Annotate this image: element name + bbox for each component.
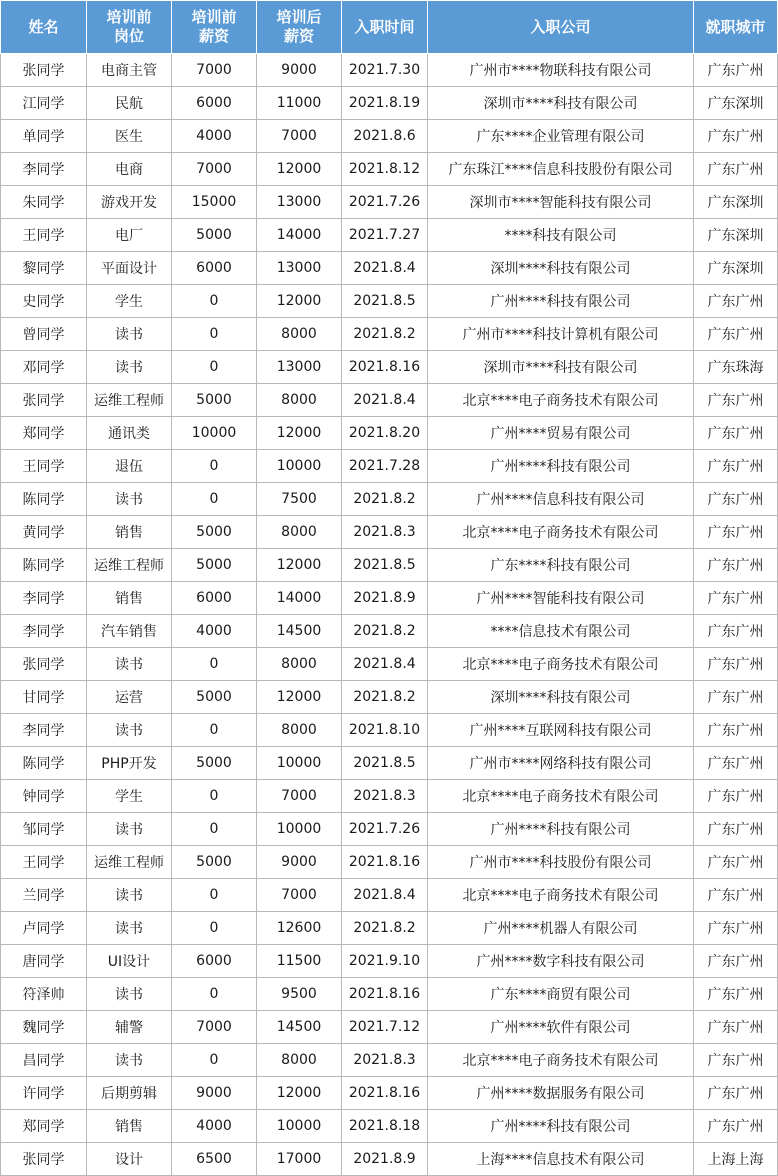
cell-salary-after: 8000 — [257, 516, 342, 549]
cell-salary-before: 5000 — [172, 384, 257, 417]
cell-position: 设计 — [87, 1143, 172, 1176]
cell-start-date: 2021.8.6 — [342, 120, 428, 153]
table-row — [1, 945, 778, 978]
header-position-line2: 岗位 — [113, 27, 144, 45]
cell-start-date: 2021.8.4 — [342, 879, 428, 912]
cell-company: 广州****智能科技有限公司 — [428, 582, 694, 615]
cell-start-date: 2021.8.12 — [342, 153, 428, 186]
cell-position: 读书 — [87, 879, 172, 912]
cell-salary-after: 10000 — [257, 1110, 342, 1143]
cell-position: 运营 — [87, 681, 172, 714]
cell-city: 广东广州 — [694, 153, 778, 186]
cell-name: 张同学 — [1, 54, 87, 87]
cell-salary-before: 4000 — [172, 120, 257, 153]
cell-position: 读书 — [87, 714, 172, 747]
header-city: 就职城市 — [694, 1, 778, 54]
header-salary-after-line2: 薪资 — [283, 27, 314, 45]
cell-position: 辅警 — [87, 1011, 172, 1044]
cell-salary-after: 7500 — [257, 483, 342, 516]
cell-city: 广东广州 — [694, 318, 778, 351]
cell-salary-before: 0 — [172, 318, 257, 351]
header-position-line1: 培训前 — [106, 8, 152, 26]
table-row — [1, 1011, 778, 1044]
cell-position: 电商主管 — [87, 54, 172, 87]
cell-start-date: 2021.8.4 — [342, 384, 428, 417]
cell-city: 广东广州 — [694, 1011, 778, 1044]
cell-salary-after: 14000 — [257, 219, 342, 252]
cell-start-date: 2021.8.4 — [342, 252, 428, 285]
cell-salary-after: 8000 — [257, 1044, 342, 1077]
cell-start-date: 2021.8.3 — [342, 516, 428, 549]
cell-salary-after: 8000 — [257, 714, 342, 747]
header-salary-after — [257, 1, 342, 54]
cell-start-date: 2021.8.10 — [342, 714, 428, 747]
header-salary-before — [172, 1, 257, 54]
cell-position: 读书 — [87, 648, 172, 681]
table-row — [1, 912, 778, 945]
cell-company: 深圳市****智能科技有限公司 — [428, 186, 694, 219]
cell-name: 李同学 — [1, 714, 87, 747]
header-start-date: 入职时间 — [342, 1, 428, 54]
cell-city: 广东广州 — [694, 846, 778, 879]
cell-name: 王同学 — [1, 846, 87, 879]
cell-position: 电商 — [87, 153, 172, 186]
cell-name: 钟同学 — [1, 780, 87, 813]
cell-salary-after: 14500 — [257, 1011, 342, 1044]
table-row — [1, 1143, 778, 1176]
cell-company: 上海****信息技术有限公司 — [428, 1143, 694, 1176]
cell-company: 北京****电子商务技术有限公司 — [428, 648, 694, 681]
cell-position: UI设计 — [87, 945, 172, 978]
cell-position: 读书 — [87, 318, 172, 351]
cell-company: 北京****电子商务技术有限公司 — [428, 384, 694, 417]
cell-salary-before: 0 — [172, 483, 257, 516]
cell-salary-before: 0 — [172, 285, 257, 318]
cell-position: 民航 — [87, 87, 172, 120]
cell-salary-after: 12000 — [257, 681, 342, 714]
cell-start-date: 2021.8.16 — [342, 1077, 428, 1110]
table-row — [1, 120, 778, 153]
cell-salary-after: 12000 — [257, 1077, 342, 1110]
cell-city: 广东深圳 — [694, 252, 778, 285]
cell-position: 读书 — [87, 483, 172, 516]
cell-salary-before: 4000 — [172, 1110, 257, 1143]
cell-start-date: 2021.8.3 — [342, 1044, 428, 1077]
cell-start-date: 2021.8.9 — [342, 1143, 428, 1176]
cell-position: 销售 — [87, 582, 172, 615]
cell-salary-before: 6000 — [172, 582, 257, 615]
cell-company: 广州****信息科技有限公司 — [428, 483, 694, 516]
cell-salary-before: 0 — [172, 912, 257, 945]
cell-position: 后期剪辑 — [87, 1077, 172, 1110]
header-row — [1, 1, 778, 54]
cell-name: 符泽帅 — [1, 978, 87, 1011]
cell-salary-before: 5000 — [172, 516, 257, 549]
table-row — [1, 219, 778, 252]
cell-position: 游戏开发 — [87, 186, 172, 219]
cell-position: PHP开发 — [87, 747, 172, 780]
cell-salary-after: 8000 — [257, 384, 342, 417]
cell-start-date: 2021.8.2 — [342, 681, 428, 714]
cell-name: 朱同学 — [1, 186, 87, 219]
cell-city: 广东广州 — [694, 1077, 778, 1110]
cell-salary-before: 6000 — [172, 945, 257, 978]
cell-salary-before: 0 — [172, 450, 257, 483]
cell-position: 读书 — [87, 351, 172, 384]
cell-name: 唐同学 — [1, 945, 87, 978]
header-salary-after-line1: 培训后 — [276, 8, 322, 26]
table-body — [1, 54, 778, 1176]
cell-company: 深圳市****科技有限公司 — [428, 87, 694, 120]
cell-position: 汽车销售 — [87, 615, 172, 648]
cell-salary-before: 6000 — [172, 252, 257, 285]
cell-city: 广东广州 — [694, 615, 778, 648]
table-row — [1, 285, 778, 318]
cell-start-date: 2021.7.26 — [342, 813, 428, 846]
cell-position: 医生 — [87, 120, 172, 153]
table-row — [1, 846, 778, 879]
cell-start-date: 2021.8.20 — [342, 417, 428, 450]
cell-name: 郑同学 — [1, 1110, 87, 1143]
cell-start-date: 2021.7.27 — [342, 219, 428, 252]
cell-city: 广东广州 — [694, 120, 778, 153]
cell-city: 广东广州 — [694, 714, 778, 747]
cell-position: 销售 — [87, 1110, 172, 1143]
cell-position: 运维工程师 — [87, 384, 172, 417]
cell-company: 广州****互联网科技有限公司 — [428, 714, 694, 747]
table-row — [1, 648, 778, 681]
cell-salary-before: 15000 — [172, 186, 257, 219]
cell-name: 李同学 — [1, 153, 87, 186]
cell-city: 广东广州 — [694, 54, 778, 87]
cell-salary-before: 6500 — [172, 1143, 257, 1176]
cell-start-date: 2021.8.2 — [342, 912, 428, 945]
cell-name: 史同学 — [1, 285, 87, 318]
cell-salary-before: 0 — [172, 780, 257, 813]
cell-city: 广东广州 — [694, 747, 778, 780]
cell-start-date: 2021.7.30 — [342, 54, 428, 87]
cell-start-date: 2021.8.5 — [342, 747, 428, 780]
cell-city: 广东广州 — [694, 483, 778, 516]
cell-position: 读书 — [87, 978, 172, 1011]
cell-company: ****信息技术有限公司 — [428, 615, 694, 648]
cell-position: 通讯类 — [87, 417, 172, 450]
cell-salary-before: 10000 — [172, 417, 257, 450]
cell-start-date: 2021.8.19 — [342, 87, 428, 120]
cell-name: 邓同学 — [1, 351, 87, 384]
cell-salary-after: 13000 — [257, 351, 342, 384]
cell-start-date: 2021.7.28 — [342, 450, 428, 483]
cell-salary-before: 7000 — [172, 54, 257, 87]
table-row — [1, 483, 778, 516]
cell-name: 王同学 — [1, 450, 87, 483]
cell-name: 张同学 — [1, 384, 87, 417]
cell-salary-before: 5000 — [172, 681, 257, 714]
cell-salary-after: 12000 — [257, 153, 342, 186]
cell-salary-after: 10000 — [257, 813, 342, 846]
cell-company: 深圳****科技有限公司 — [428, 252, 694, 285]
cell-position: 运维工程师 — [87, 549, 172, 582]
table-row — [1, 516, 778, 549]
cell-position: 学生 — [87, 780, 172, 813]
table-header — [1, 1, 778, 54]
cell-salary-after: 9500 — [257, 978, 342, 1011]
cell-company: 广东****企业管理有限公司 — [428, 120, 694, 153]
cell-start-date: 2021.8.16 — [342, 846, 428, 879]
cell-start-date: 2021.7.12 — [342, 1011, 428, 1044]
cell-name: 李同学 — [1, 615, 87, 648]
cell-salary-after: 7000 — [257, 879, 342, 912]
cell-city: 广东广州 — [694, 417, 778, 450]
cell-position: 电厂 — [87, 219, 172, 252]
cell-name: 黎同学 — [1, 252, 87, 285]
cell-city: 广东广州 — [694, 648, 778, 681]
cell-salary-after: 9000 — [257, 846, 342, 879]
cell-company: 北京****电子商务技术有限公司 — [428, 879, 694, 912]
cell-salary-before: 7000 — [172, 1011, 257, 1044]
cell-company: 广东****商贸有限公司 — [428, 978, 694, 1011]
cell-name: 卢同学 — [1, 912, 87, 945]
cell-name: 黄同学 — [1, 516, 87, 549]
cell-city: 广东广州 — [694, 1044, 778, 1077]
cell-salary-after: 7000 — [257, 780, 342, 813]
table-row — [1, 417, 778, 450]
header-name: 姓名 — [1, 1, 87, 54]
table-row — [1, 978, 778, 1011]
cell-salary-before: 4000 — [172, 615, 257, 648]
cell-position: 读书 — [87, 1044, 172, 1077]
cell-salary-after: 13000 — [257, 252, 342, 285]
table-row — [1, 153, 778, 186]
cell-salary-after: 11000 — [257, 87, 342, 120]
cell-salary-after: 8000 — [257, 318, 342, 351]
table-row — [1, 813, 778, 846]
cell-city: 广东广州 — [694, 285, 778, 318]
cell-salary-after: 17000 — [257, 1143, 342, 1176]
cell-city: 广东广州 — [694, 450, 778, 483]
table-row — [1, 384, 778, 417]
cell-company: 广州****数据服务有限公司 — [428, 1077, 694, 1110]
cell-start-date: 2021.8.2 — [342, 318, 428, 351]
cell-start-date: 2021.8.3 — [342, 780, 428, 813]
cell-start-date: 2021.8.2 — [342, 615, 428, 648]
cell-salary-after: 12000 — [257, 417, 342, 450]
cell-position: 读书 — [87, 912, 172, 945]
cell-city: 广东广州 — [694, 813, 778, 846]
cell-company: 广州市****网络科技有限公司 — [428, 747, 694, 780]
cell-salary-before: 0 — [172, 978, 257, 1011]
cell-start-date: 2021.8.16 — [342, 351, 428, 384]
table-row — [1, 1044, 778, 1077]
cell-company: ****科技有限公司 — [428, 219, 694, 252]
cell-company: 广州****数字科技有限公司 — [428, 945, 694, 978]
header-company: 入职公司 — [428, 1, 694, 54]
table-row — [1, 549, 778, 582]
cell-start-date: 2021.7.26 — [342, 186, 428, 219]
cell-salary-before: 5000 — [172, 549, 257, 582]
cell-city: 广东广州 — [694, 912, 778, 945]
cell-name: 昌同学 — [1, 1044, 87, 1077]
cell-salary-after: 14500 — [257, 615, 342, 648]
cell-company: 广东珠江****信息科技股份有限公司 — [428, 153, 694, 186]
header-salary-before-line2: 薪资 — [198, 27, 229, 45]
cell-company: 广州****科技有限公司 — [428, 1110, 694, 1143]
cell-position: 平面设计 — [87, 252, 172, 285]
cell-city: 广东广州 — [694, 681, 778, 714]
cell-salary-before: 0 — [172, 714, 257, 747]
cell-city: 广东广州 — [694, 582, 778, 615]
cell-salary-after: 12000 — [257, 549, 342, 582]
cell-salary-before: 7000 — [172, 153, 257, 186]
cell-company: 北京****电子商务技术有限公司 — [428, 780, 694, 813]
cell-city: 广东广州 — [694, 780, 778, 813]
cell-salary-after: 12000 — [257, 285, 342, 318]
cell-salary-before: 0 — [172, 879, 257, 912]
cell-city: 广东珠海 — [694, 351, 778, 384]
cell-position: 读书 — [87, 813, 172, 846]
cell-company: 广州****贸易有限公司 — [428, 417, 694, 450]
cell-salary-before: 9000 — [172, 1077, 257, 1110]
cell-start-date: 2021.8.4 — [342, 648, 428, 681]
cell-city: 广东广州 — [694, 549, 778, 582]
table-row — [1, 780, 778, 813]
cell-city: 广东广州 — [694, 978, 778, 1011]
cell-position: 销售 — [87, 516, 172, 549]
cell-company: 广州市****科技股份有限公司 — [428, 846, 694, 879]
cell-city: 广东广州 — [694, 516, 778, 549]
cell-name: 魏同学 — [1, 1011, 87, 1044]
cell-salary-before: 5000 — [172, 747, 257, 780]
cell-salary-after: 8000 — [257, 648, 342, 681]
table-row — [1, 747, 778, 780]
cell-salary-before: 0 — [172, 1044, 257, 1077]
cell-city: 广东深圳 — [694, 87, 778, 120]
cell-salary-after: 7000 — [257, 120, 342, 153]
cell-city: 广东深圳 — [694, 219, 778, 252]
table-row — [1, 714, 778, 747]
cell-company: 广州****机器人有限公司 — [428, 912, 694, 945]
cell-salary-after: 14000 — [257, 582, 342, 615]
cell-name: 单同学 — [1, 120, 87, 153]
table-row — [1, 351, 778, 384]
cell-position: 学生 — [87, 285, 172, 318]
cell-salary-after: 10000 — [257, 747, 342, 780]
cell-position: 运维工程师 — [87, 846, 172, 879]
cell-name: 郑同学 — [1, 417, 87, 450]
cell-company: 广州****科技有限公司 — [428, 813, 694, 846]
cell-name: 邹同学 — [1, 813, 87, 846]
table-row — [1, 252, 778, 285]
table-row — [1, 450, 778, 483]
cell-salary-after: 9000 — [257, 54, 342, 87]
cell-start-date: 2021.8.2 — [342, 483, 428, 516]
cell-start-date: 2021.8.5 — [342, 285, 428, 318]
cell-name: 张同学 — [1, 648, 87, 681]
cell-salary-after: 13000 — [257, 186, 342, 219]
table-row — [1, 87, 778, 120]
cell-company: 深圳市****科技有限公司 — [428, 351, 694, 384]
cell-start-date: 2021.8.16 — [342, 978, 428, 1011]
cell-name: 陈同学 — [1, 483, 87, 516]
header-position — [87, 1, 172, 54]
cell-start-date: 2021.9.10 — [342, 945, 428, 978]
cell-salary-before: 6000 — [172, 87, 257, 120]
cell-city: 广东深圳 — [694, 186, 778, 219]
cell-city: 上海上海 — [694, 1143, 778, 1176]
cell-name: 江同学 — [1, 87, 87, 120]
cell-company: 广州市****科技计算机有限公司 — [428, 318, 694, 351]
cell-name: 曾同学 — [1, 318, 87, 351]
cell-salary-before: 0 — [172, 813, 257, 846]
cell-salary-after: 12600 — [257, 912, 342, 945]
cell-salary-before: 5000 — [172, 846, 257, 879]
cell-name: 陈同学 — [1, 549, 87, 582]
cell-salary-before: 5000 — [172, 219, 257, 252]
cell-name: 张同学 — [1, 1143, 87, 1176]
cell-position: 退伍 — [87, 450, 172, 483]
cell-name: 李同学 — [1, 582, 87, 615]
cell-city: 广东广州 — [694, 1110, 778, 1143]
cell-city: 广东广州 — [694, 945, 778, 978]
cell-name: 甘同学 — [1, 681, 87, 714]
table-row — [1, 615, 778, 648]
header-salary-before-line1: 培训前 — [191, 8, 237, 26]
table-row — [1, 54, 778, 87]
table-row — [1, 1077, 778, 1110]
cell-salary-after: 10000 — [257, 450, 342, 483]
cell-name: 陈同学 — [1, 747, 87, 780]
table-row — [1, 582, 778, 615]
cell-city: 广东广州 — [694, 384, 778, 417]
table-row — [1, 318, 778, 351]
cell-start-date: 2021.8.5 — [342, 549, 428, 582]
cell-name: 王同学 — [1, 219, 87, 252]
table-row — [1, 879, 778, 912]
cell-company: 深圳****科技有限公司 — [428, 681, 694, 714]
cell-city: 广东广州 — [694, 879, 778, 912]
table-row — [1, 186, 778, 219]
cell-company: 广州****科技有限公司 — [428, 450, 694, 483]
cell-name: 兰同学 — [1, 879, 87, 912]
cell-start-date: 2021.8.18 — [342, 1110, 428, 1143]
cell-company: 广州****软件有限公司 — [428, 1011, 694, 1044]
cell-start-date: 2021.8.9 — [342, 582, 428, 615]
cell-salary-after: 11500 — [257, 945, 342, 978]
cell-company: 广东****科技有限公司 — [428, 549, 694, 582]
table-row — [1, 1110, 778, 1143]
cell-company: 广州****科技有限公司 — [428, 285, 694, 318]
cell-company: 北京****电子商务技术有限公司 — [428, 516, 694, 549]
cell-company: 北京****电子商务技术有限公司 — [428, 1044, 694, 1077]
cell-salary-before: 0 — [172, 351, 257, 384]
cell-name: 许同学 — [1, 1077, 87, 1110]
table-row — [1, 681, 778, 714]
cell-company: 广州市****物联科技有限公司 — [428, 54, 694, 87]
cell-salary-before: 0 — [172, 648, 257, 681]
